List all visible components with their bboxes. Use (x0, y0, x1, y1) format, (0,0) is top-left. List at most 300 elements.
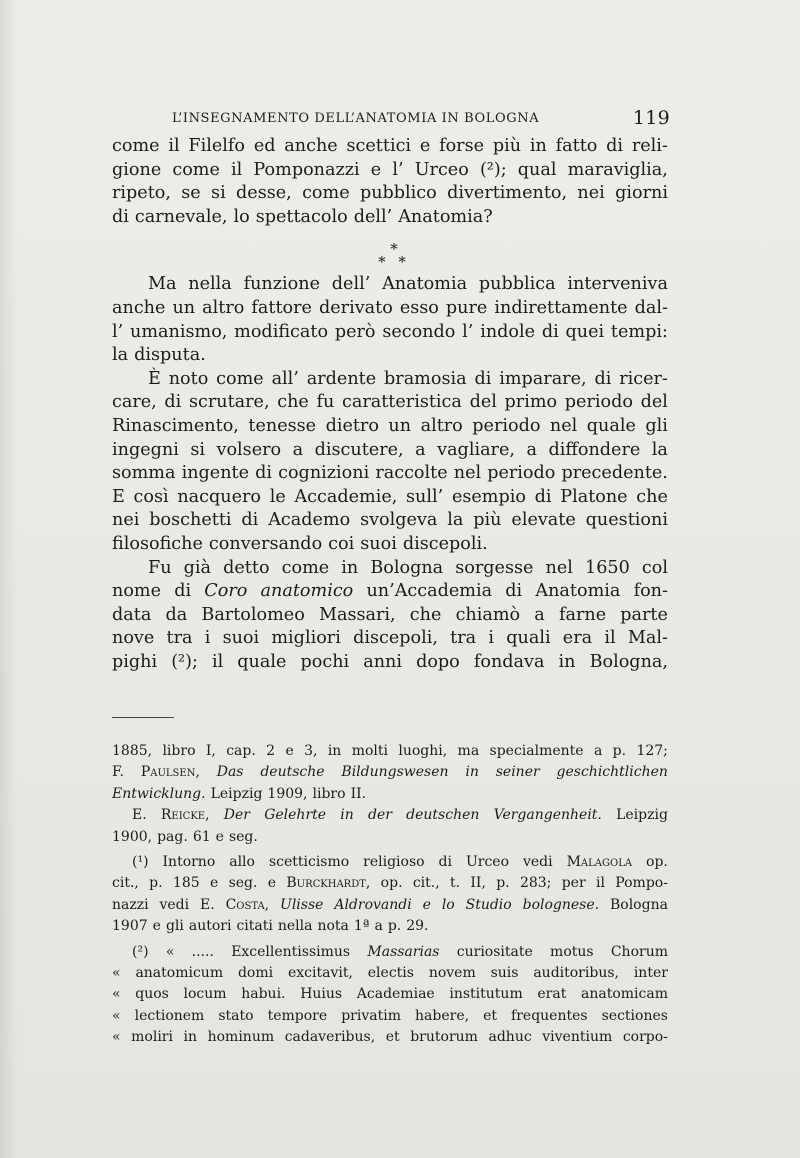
word: nel (545, 557, 573, 578)
word: di (164, 392, 182, 413)
word: ripeto, (112, 183, 171, 204)
word: discepoli. (402, 533, 488, 554)
asterism-bottom: * * (378, 253, 410, 272)
word: ingegni (112, 439, 179, 460)
word: filosofiche (112, 533, 203, 554)
word: fattore (251, 297, 312, 318)
footnote-rule (112, 717, 174, 718)
word: Vergangenheit. (493, 807, 602, 824)
word: in (183, 1029, 198, 1046)
word: indirettamente (494, 297, 628, 318)
word: di (438, 853, 452, 870)
word: a (593, 743, 603, 759)
word: in (465, 764, 479, 781)
word: indole (480, 321, 536, 342)
word: era (562, 628, 593, 649)
word: Burckhardt, (286, 875, 371, 892)
word: detto (223, 557, 270, 578)
word: carnevale, (134, 206, 228, 227)
word: a (374, 918, 383, 935)
asterism-top: * (390, 240, 398, 259)
word: qual (517, 159, 557, 180)
word: Paulsen, (140, 764, 200, 781)
word: il (168, 136, 180, 156)
word: Academo (268, 510, 351, 531)
word: Costa, (225, 896, 270, 913)
word: Entwicklung. (112, 785, 206, 802)
word: F. (112, 764, 124, 781)
word: t. (450, 875, 461, 892)
word: il (231, 159, 243, 180)
word: l’ (462, 321, 474, 342)
word: come (112, 136, 160, 156)
word: conversando (208, 533, 323, 554)
word: (²) (132, 943, 149, 960)
word: anni (363, 651, 402, 672)
text-line (112, 557, 668, 581)
word: questioni (585, 510, 668, 531)
word: E. (200, 896, 215, 913)
text-line (112, 273, 668, 297)
word: sorgesse (455, 557, 534, 578)
word: Bologna (370, 557, 444, 578)
word: il (595, 875, 605, 892)
word: anatomicum (135, 964, 224, 981)
text-line (112, 391, 668, 415)
word: quos (135, 986, 169, 1003)
footnote-line (112, 895, 668, 916)
word: molti (351, 743, 388, 759)
word: adhuc (488, 1029, 532, 1046)
word: Huius (300, 986, 343, 1003)
word: corpo- (622, 1029, 668, 1046)
word: come (302, 183, 350, 204)
word: Intorno (162, 853, 216, 870)
word: primo (504, 392, 558, 413)
word: anatomico (260, 581, 354, 602)
footnote-line (112, 984, 668, 1005)
word: Pompo- (615, 875, 668, 892)
word: Ulisse (280, 896, 324, 913)
word: a (415, 439, 426, 460)
word: II, (470, 875, 486, 892)
running-head (110, 107, 670, 131)
word: nei (112, 510, 140, 531)
word: religioso (363, 853, 425, 870)
word: 29. (406, 918, 429, 935)
text-line (112, 486, 668, 510)
word: in (558, 651, 576, 672)
word: care, (112, 392, 157, 413)
word: stato (218, 1007, 254, 1024)
word: È (148, 368, 161, 389)
word: e (152, 918, 161, 935)
word: ..... (191, 943, 214, 960)
word: 61 (192, 828, 211, 845)
word: Das (216, 764, 244, 781)
word: Ma (148, 274, 177, 295)
word: noto (168, 368, 209, 389)
word: Der (223, 807, 250, 824)
word: ed (253, 136, 276, 156)
word: Chorum (610, 943, 668, 960)
word: umanismo, (130, 321, 228, 342)
word: già (183, 557, 212, 578)
word: cap. (226, 743, 256, 759)
word: erat (537, 986, 567, 1003)
word: seiner (495, 764, 540, 781)
word: pighi (112, 651, 158, 672)
word: del (640, 392, 668, 413)
word: tempore (267, 1007, 328, 1024)
word: quale (586, 415, 636, 436)
word: più (473, 510, 502, 531)
word: gione (112, 159, 162, 180)
word: domi (237, 964, 274, 981)
word: inter (633, 964, 668, 981)
word: Bologna (609, 896, 668, 913)
word: giorni (615, 183, 668, 204)
word: anche (284, 136, 338, 156)
word: esso (399, 297, 439, 318)
word: un (172, 297, 196, 318)
word: Gelehrte (264, 807, 327, 824)
word: Bologna, (589, 651, 668, 672)
word: curiositate (456, 943, 533, 960)
word: chiamò (455, 604, 521, 625)
word: nacquero (177, 486, 262, 507)
word: « (165, 943, 175, 960)
word: discepoli, (353, 628, 438, 649)
word: raccolte (375, 463, 448, 484)
word: citati (236, 918, 273, 935)
word: parte (620, 604, 668, 625)
word: nella (277, 918, 313, 935)
word: altro (420, 415, 463, 436)
word: scrutare, (188, 392, 270, 413)
word: si (211, 183, 226, 204)
word: la (112, 345, 129, 366)
word: Rinascimento, (112, 415, 239, 436)
word: 2 (266, 743, 276, 759)
word: discutere, (314, 439, 404, 460)
word: così (133, 486, 169, 507)
footnote-line (112, 963, 668, 984)
word: si (190, 439, 206, 460)
word: privatim (341, 1007, 401, 1024)
word: lo (441, 896, 455, 913)
word: altro (202, 297, 245, 318)
word: 1907 (112, 918, 148, 935)
word: vedi (522, 853, 553, 870)
word: modificato (234, 321, 329, 342)
word: nel (453, 463, 482, 484)
word: Mal- (627, 628, 668, 649)
word: (²); (479, 159, 507, 180)
word: nei (577, 183, 605, 204)
word: moliri (131, 1029, 173, 1046)
text-line (112, 297, 668, 321)
word: Massarias (367, 943, 440, 960)
word: brutorum (410, 1029, 478, 1046)
word: in (327, 743, 342, 759)
word: le (269, 486, 286, 507)
word: suoi (222, 628, 260, 649)
word: boschetti (149, 510, 232, 531)
word: maraviglia, (567, 159, 668, 180)
word: anatomicam (581, 986, 668, 1003)
asterism-separator (112, 229, 668, 273)
word: der (368, 807, 392, 824)
word: pochi (300, 651, 350, 672)
word: però (334, 321, 376, 342)
word: di (594, 368, 612, 389)
word: frequentes (511, 1007, 588, 1024)
word: a (292, 439, 304, 460)
word: secondo (382, 321, 456, 342)
text-line (112, 604, 668, 628)
word: I, (205, 743, 216, 759)
word: et (483, 1007, 498, 1024)
word: tempi: (610, 321, 668, 342)
word: Fu (148, 557, 172, 578)
word: Leipzig (210, 785, 263, 802)
word: novem (428, 964, 476, 981)
word: di (241, 510, 259, 531)
word: gli (165, 918, 184, 935)
word: pubblico (359, 183, 437, 204)
word: di (505, 581, 523, 602)
word: quali (506, 628, 551, 649)
word: in (341, 557, 359, 578)
word: Pomponazzi (253, 159, 360, 180)
word: Bildungswesen (341, 764, 449, 781)
word: luoghi, (398, 743, 448, 759)
word: in (340, 807, 354, 824)
word: farne (558, 604, 607, 625)
word: p. (612, 743, 627, 759)
word: nel (549, 415, 578, 436)
word: e (419, 136, 431, 156)
word: specialmente (489, 743, 584, 759)
word: in (529, 136, 547, 156)
word: di (112, 206, 129, 227)
word: suoi (360, 533, 397, 554)
word: seg. (228, 875, 258, 892)
word: Reicke, (160, 807, 210, 824)
text-line (112, 321, 668, 345)
word: del (469, 392, 497, 413)
word: gli (645, 415, 668, 436)
word: Aldrovandi (334, 896, 412, 913)
word: vagliare, (437, 439, 515, 460)
word: nazzi (112, 896, 149, 913)
word: periodo (472, 415, 541, 436)
word: libro (162, 743, 196, 759)
word: cadaveribus, (284, 1029, 376, 1046)
footnote-line (112, 762, 668, 783)
word: che (277, 392, 309, 413)
word: forse (439, 136, 485, 156)
word: bolognese. (522, 896, 600, 913)
word: fon- (633, 581, 668, 602)
word: excitavit, (287, 964, 353, 981)
word: « (112, 1029, 121, 1046)
word: E (112, 486, 125, 507)
word: quei (565, 321, 605, 342)
text-line (112, 509, 668, 533)
word: fu (316, 392, 335, 413)
word: et (385, 1029, 400, 1046)
word: dopo (416, 651, 460, 672)
word: cognizioni (278, 463, 370, 484)
word: di (174, 581, 192, 602)
word: e (215, 828, 224, 845)
word: e (267, 875, 277, 892)
word: auditoribus, (533, 964, 619, 981)
word: volsero (216, 439, 282, 460)
word: all’ (271, 368, 299, 389)
text-line (112, 651, 668, 675)
text-line (112, 135, 668, 159)
word: a (526, 439, 537, 460)
word: nome (112, 581, 162, 602)
footnote-line (112, 827, 668, 848)
text-line (112, 344, 668, 368)
word: Bartolomeo (201, 604, 305, 625)
word: fondava (473, 651, 545, 672)
text-line (112, 627, 668, 651)
word: electis (367, 964, 414, 981)
footnote-line (112, 1006, 668, 1027)
word: 1885, (112, 743, 153, 759)
word: vedi (159, 896, 190, 913)
word: derivato (318, 297, 393, 318)
word: 185 (172, 875, 200, 892)
text-line (112, 439, 668, 463)
text-line (112, 368, 668, 392)
word: disputa. (134, 345, 206, 366)
text-line (112, 580, 668, 604)
word: Malagola (566, 853, 633, 870)
word: scetticismo (268, 853, 350, 870)
word: « (112, 964, 121, 981)
word: allo (229, 853, 255, 870)
word: interveniva (567, 274, 668, 295)
word: scettici (346, 136, 412, 156)
word: più (492, 136, 522, 156)
word: 1900, (112, 828, 153, 845)
word: esempio (451, 486, 526, 507)
word: pag. (157, 828, 188, 845)
word: pure (445, 297, 488, 318)
word: 1ª (353, 918, 370, 935)
word: di (534, 486, 552, 507)
word: seg. (228, 828, 258, 845)
word: come (172, 159, 220, 180)
word: viventium (542, 1029, 613, 1046)
word: nella (188, 274, 232, 295)
word: da (165, 604, 188, 625)
word: « (112, 1007, 121, 1024)
footnotes (112, 741, 668, 1048)
word: tenesse (248, 415, 317, 436)
word: i (204, 628, 211, 649)
word: tra (166, 628, 193, 649)
word: diffondere (548, 439, 641, 460)
word: un’Accademia (366, 581, 493, 602)
word: II. (350, 785, 367, 802)
word: p. (149, 875, 163, 892)
word: dietro (325, 415, 379, 436)
word: precedente. (561, 463, 668, 484)
footnote-line (112, 805, 668, 826)
word: data (112, 604, 152, 625)
word: dal- (634, 297, 668, 318)
word: fatto (555, 136, 598, 156)
word: Filelfo (188, 136, 246, 156)
word: Accademie, (294, 486, 398, 507)
word: habere, (415, 1007, 470, 1024)
word: che (409, 604, 442, 625)
word: pubblica (478, 274, 556, 295)
word: 1909, (267, 785, 308, 802)
word: spettacolo (255, 206, 348, 227)
word: habui. (241, 986, 286, 1003)
word: ma (457, 743, 480, 759)
word: di (474, 368, 492, 389)
word: di (541, 321, 559, 342)
word: Anatomia (535, 581, 621, 602)
footnote-line (112, 916, 668, 937)
word: op. (380, 875, 403, 892)
word: deutsche (260, 764, 325, 781)
word: Leipzig (616, 807, 668, 824)
main-text (112, 135, 668, 674)
page-number: 119 (632, 107, 670, 129)
word: bramosia (384, 368, 467, 389)
word: suis (490, 964, 519, 981)
word: libro (312, 785, 346, 802)
word: ricer- (619, 368, 668, 389)
word: geschichtlichen (556, 764, 668, 781)
word: Excellentissimus (231, 943, 351, 960)
word: (¹) (132, 853, 149, 870)
word: Coro (204, 581, 248, 602)
word: e (209, 875, 219, 892)
word: tra (450, 628, 477, 649)
word: p. (387, 918, 402, 935)
word: come (281, 557, 330, 578)
text-line (112, 415, 668, 439)
footnote-line (112, 942, 668, 963)
word: Urceo (414, 159, 469, 180)
word: quale (237, 651, 287, 672)
word: institutum (449, 986, 523, 1003)
word: la (651, 439, 668, 460)
word: lectionem (134, 1007, 205, 1024)
footnote-line (112, 784, 668, 805)
word: migliori (271, 628, 341, 649)
word: hominum (207, 1029, 275, 1046)
text-line (112, 462, 668, 486)
word: funzione (243, 274, 320, 295)
word: 3, (304, 743, 318, 759)
word: Urceo (465, 853, 510, 870)
word: desse, (236, 183, 292, 204)
word: a (534, 604, 545, 625)
word: autori (188, 918, 232, 935)
